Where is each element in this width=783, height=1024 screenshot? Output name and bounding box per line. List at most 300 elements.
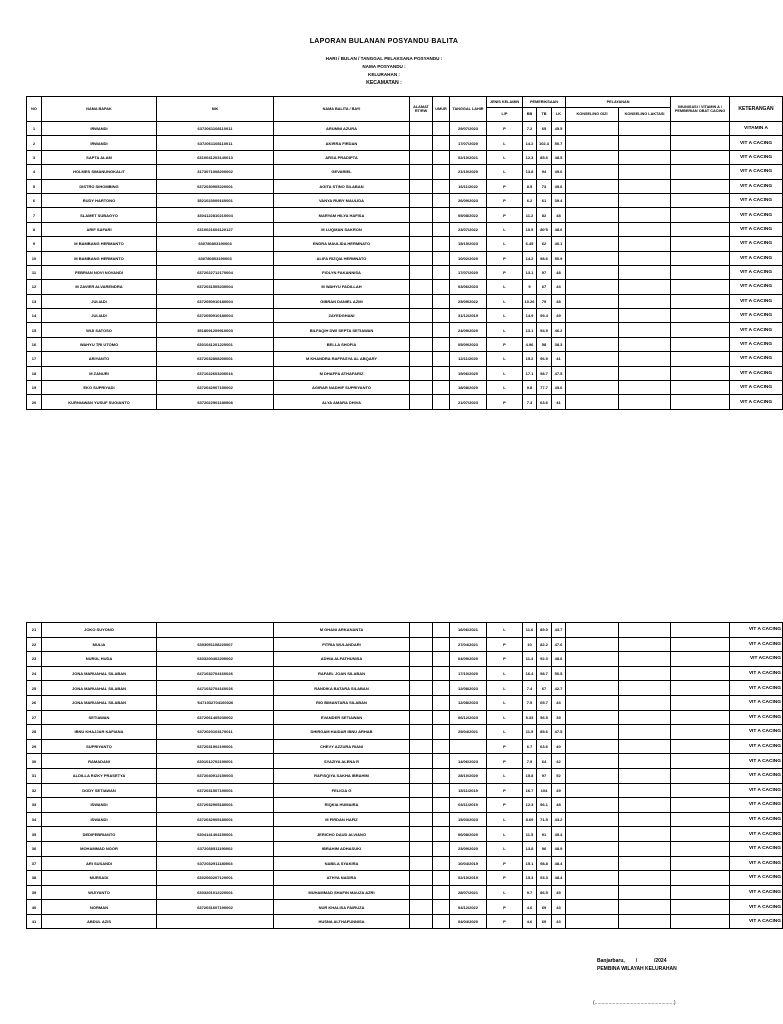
cell-umur [433,754,450,769]
cell-tanggal-lahir: 26/09/2023 [450,193,487,207]
cell-tanggal-lahir: 15/03/2023 [450,812,487,827]
cell-imunisasi [671,237,730,251]
cell-jenis-kelamin: P [487,783,523,798]
cell-umur [433,150,450,164]
table-row [27,395,783,409]
cell-konseling-gizi [566,352,619,366]
cell-bb: 13.1 [523,323,537,337]
cell-tanggal-lahir: 27/04/2021 [450,637,487,652]
cell-tanggal-lahir: 05/08/2022 [450,208,487,222]
cell-jenis-kelamin: P [487,900,523,915]
table-row [27,885,783,900]
cell-bb: 16.7 [523,783,537,798]
cell-keterangan: VIT A CACING [730,871,783,886]
cell-konseling-laktasi [619,294,671,308]
header-konseling-laktasi: KONSELING LAKTASI [619,108,671,122]
cell-tb: 77.7 [537,381,552,395]
cell-nik: 6372050910180004 [157,294,274,308]
table-row [27,710,783,725]
table-row [27,366,783,380]
table-row [27,179,783,193]
cell-alamat [410,294,433,308]
cell-jenis-kelamin: L [487,294,523,308]
cell-konseling-laktasi [619,309,671,323]
cell-lk: 52 [552,768,566,783]
header-pelayanan: PELAYANAN [566,97,671,108]
table-row [27,323,783,337]
cell-konseling-gizi [566,366,619,380]
cell-konseling-laktasi [619,122,671,136]
cell-keterangan: VIT A CACING [730,783,783,798]
balita-table-page1 [26,96,783,410]
cell-alamat [410,309,433,323]
cell-keterangan: VIT A CACING [730,812,783,827]
cell-lk: 48 [552,294,566,308]
cell-alamat [410,280,433,294]
cell-konseling-gizi [566,637,619,652]
cell-nama-balita: AGITA STINO SILABAN [274,179,410,193]
cell-konseling-gizi [566,208,619,222]
cell-nama-balita: RAFAEL JOAN SILABAN [274,666,410,681]
cell-alamat [410,652,433,667]
cell-imunisasi [671,150,730,164]
cell-nik: 6372030511190002 [157,841,274,856]
cell-alamat [410,251,433,265]
cell-imunisasi [671,798,730,813]
cell-bb: 14.2 [523,251,537,265]
cell-nik: 6372061108110011 [157,136,274,150]
cell-nama-balita: M DHAFFA ATHAFARIZ [274,366,410,380]
cell-imunisasi [671,309,730,323]
cell-jenis-kelamin: P [487,871,523,886]
cell-nik: 3173071008200002 [157,165,274,179]
cell-alamat [410,681,433,696]
cell-alamat [410,739,433,754]
cell-konseling-gizi [566,652,619,667]
cell-nama-balita: M KHANDRA RAFFASYA AL ABQARY [274,352,410,366]
cell-umur [433,725,450,740]
cell-tanggal-lahir: 12/11/2020 [450,352,487,366]
cell-bb: 15.2 [523,352,537,366]
cell-nama-balita: AKIRRA FIRDAN [274,136,410,150]
cell-keterangan: VIT A CACING [730,666,783,681]
cell-konseling-laktasi [619,165,671,179]
cell-nama-bapak: M ZANURI [42,366,157,380]
cell-konseling-gizi [566,914,619,929]
cell-imunisasi [671,783,730,798]
header-konseling-gizi: KONSELING GIZI [566,108,619,122]
cell-imunisasi [671,725,730,740]
cell-no: 38 [27,871,42,886]
cell-lk: 40.1 [552,237,566,251]
cell-keterangan: VIT A CACING [730,150,783,164]
cell-umur [433,623,450,638]
cell-tb: 98.6 [537,251,552,265]
cell-keterangan: VIT ACACING [730,652,783,667]
cell-konseling-gizi [566,150,619,164]
cell-alamat [410,841,433,856]
cell-imunisasi [671,280,730,294]
cell-jenis-kelamin: L [487,165,523,179]
cell-alamat [410,323,433,337]
table-row [27,208,783,222]
cell-tanggal-lahir: 06/08/2020 [450,827,487,842]
cell-konseling-gizi [566,280,619,294]
cell-nik: 6372032911180003 [157,856,274,871]
cell-nama-balita: HUSNA ALTHAFUNNISA [274,914,410,929]
cell-nik: 630780803190003 [157,237,274,251]
cell-keterangan: VIT A CACING [730,294,783,308]
cell-alamat [410,265,433,279]
cell-jenis-kelamin: P [487,208,523,222]
cell-konseling-gizi [566,165,619,179]
cell-tb: 96 [537,841,552,856]
cell-nik: 630780803190003 [157,251,274,265]
cell-tb: 79 [537,294,552,308]
cell-bb: 9 [523,280,537,294]
table-row [27,768,783,783]
cell-lk: 48 [552,208,566,222]
cell-tb: 91 [537,827,552,842]
cell-nama-balita: M GHANI ARKANANTA [274,623,410,638]
cell-konseling-laktasi [619,637,671,652]
cell-umur [433,309,450,323]
cell-tanggal-lahir: 02/10/2021 [450,150,487,164]
cell-tb: 96.9 [537,352,552,366]
cell-nik: 6372050910180004 [157,309,274,323]
cell-umur [433,695,450,710]
cell-tanggal-lahir: 04/12/2022 [450,900,487,915]
kelurahan-line: KELURAHAN : [368,72,400,77]
cell-alamat [410,856,433,871]
cell-lk: 48.5 [552,150,566,164]
cell-nama-balita: FELICIA G [274,783,410,798]
cell-umur [433,710,450,725]
cell-nik: 6303200402200002 [157,652,274,667]
cell-lk: 42.7 [552,681,566,696]
table-row [27,841,783,856]
cell-tb: 92.3 [537,652,552,667]
cell-konseling-gizi [566,222,619,236]
cell-keterangan: VIT A CACING [730,309,783,323]
cell-bb: 9.7 [523,885,537,900]
cell-jenis-kelamin: L [487,381,523,395]
cell-nama-bapak: ABDUL AZIS [42,914,157,929]
cell-keterangan: VIT A CACING [730,710,783,725]
cell-nik: 6372020103170011 [157,725,274,740]
cell-nama-balita: ARUMNI AZURA [274,122,410,136]
cell-konseling-laktasi [619,179,671,193]
table-row [27,251,783,265]
cell-jenis-kelamin: P [487,265,523,279]
cell-nama-bapak: MURSADI [42,871,157,886]
cell-umur [433,122,450,136]
cell-tb: 99.4 [537,309,552,323]
cell-tb: 94 [537,165,552,179]
cell-alamat [410,237,433,251]
cell-tb: 65.7 [537,695,552,710]
cell-konseling-gizi [566,739,619,754]
table-row [27,280,783,294]
cell-tanggal-lahir: 17/07/2020 [450,265,487,279]
cell-konseling-laktasi [619,681,671,696]
cell-no: 22 [27,637,42,652]
cell-nama-bapak: ARIYANTO [42,352,157,366]
cell-alamat [410,768,433,783]
cell-tanggal-lahir: 17/07/2020 [450,136,487,150]
cell-jenis-kelamin: L [487,136,523,150]
cell-imunisasi [671,265,730,279]
cell-no: 11 [27,265,42,279]
cell-konseling-gizi [566,179,619,193]
cell-alamat [410,871,433,886]
cell-konseling-laktasi [619,323,671,337]
table-row [27,637,783,652]
cell-jenis-kelamin: L [487,280,523,294]
cell-nama-balita: RIO BIMANTARA SILABAN [274,695,410,710]
table-row [27,352,783,366]
cell-lk: 47.5 [552,366,566,380]
cell-konseling-laktasi [619,827,671,842]
cell-alamat [410,754,433,769]
cell-bb: 10.26 [523,294,537,308]
cell-tb: 89.0 [537,623,552,638]
cell-konseling-gizi [566,265,619,279]
cell-no: 18 [27,366,42,380]
cell-konseling-laktasi [619,337,671,351]
cell-keterangan: VIT A CACING [730,768,783,783]
cell-konseling-laktasi [619,280,671,294]
cell-nik: 6372032808200001 [157,352,274,366]
table-row [27,136,783,150]
cell-imunisasi [671,768,730,783]
cell-bb: 17.1 [523,366,537,380]
cell-nik: 3521023009160001 [157,193,274,207]
cell-lk: 49.6 [552,165,566,179]
kecamatan-line: KECAMATAN : [366,80,402,86]
cell-konseling-laktasi [619,783,671,798]
cell-umur [433,900,450,915]
cell-lk: 42 [552,754,566,769]
cell-alamat [410,179,433,193]
cell-keterangan: VIT A CACING [730,798,783,813]
cell-tb: 96.1 [537,798,552,813]
table-row [27,294,783,308]
cell-nik: 6301012702190001 [157,754,274,769]
table-row [27,265,783,279]
cell-keterangan: VIT A CACING [730,352,783,366]
header-nik: NIK [157,97,274,122]
cell-lk: 38.3 [552,337,566,351]
cell-tb: 80'5 [537,222,552,236]
cell-nik: 6303201012220001 [157,885,274,900]
cell-bb: 8.5 [523,179,537,193]
cell-umur [433,827,450,842]
cell-konseling-gizi [566,666,619,681]
cell-alamat [410,193,433,207]
cell-nik [157,914,274,929]
cell-tb: 82.2 [537,637,552,652]
cell-nama-bapak: DEDIFEBRIANTO [42,827,157,842]
cell-umur [433,914,450,929]
cell-nama-bapak: WAHYU TRI UTOMO [42,337,157,351]
cell-imunisasi [671,208,730,222]
cell-bb: 11.6 [523,623,537,638]
cell-konseling-laktasi [619,812,671,827]
cell-nama-bapak: WIJI SATOSO [42,323,157,337]
cell-tanggal-lahir: 04/11/2019 [450,798,487,813]
cell-keterangan: VIT A CACING [730,914,783,929]
cell-jenis-kelamin: P [487,395,523,409]
cell-tanggal-lahir: 25/09/2022 [450,294,487,308]
cell-nik: 6372031607190002 [157,900,274,915]
cell-tanggal-lahir: 10/04/2019 [450,856,487,871]
cell-imunisasi [671,695,730,710]
cell-umur [433,165,450,179]
cell-no: 23 [27,652,42,667]
cell-jenis-kelamin: P [487,754,523,769]
cell-konseling-laktasi [619,900,671,915]
cell-tanggal-lahir: 28/07/2021 [450,885,487,900]
cell-konseling-laktasi [619,265,671,279]
cell-umur [433,768,450,783]
cell-nama-bapak: FEBRIAN NOVI NOVANDI [42,265,157,279]
cell-tb: 97 [537,768,552,783]
cell-keterangan: VIT A CACING [730,827,783,842]
cell-bb: 12.3 [523,150,537,164]
cell-keterangan: VIT A CACING [730,193,783,207]
cell-no: 34 [27,812,42,827]
cell-umur [433,637,450,652]
cell-nama-balita: M WAHYU FADILLAH [274,280,410,294]
cell-bb: 11.5 [523,725,537,740]
cell-bb: 10.5 [523,222,537,236]
cell-keterangan: VIT A CACING [730,136,783,150]
cell-tanggal-lahir: 18/08/2020 [450,381,487,395]
cell-tanggal-lahir: 17/10/2020 [450,666,487,681]
cell-jenis-kelamin: L [487,768,523,783]
cell-konseling-laktasi [619,251,671,265]
cell-jenis-kelamin: L [487,725,523,740]
cell-no: 24 [27,666,42,681]
cell-lk: 50.9 [552,251,566,265]
cell-keterangan: VIT A CACING [730,366,783,380]
cell-nama-bapak: NORMAN [42,900,157,915]
cell-keterangan: VIT A CACING [730,754,783,769]
cell-nama-bapak: ARIF SAFARI [42,222,157,236]
cell-no: 26 [27,695,42,710]
cell-bb: 7.5 [523,695,537,710]
cell-bb: 11.4 [523,652,537,667]
cell-tb: 65 [537,122,552,136]
cell-imunisasi [671,193,730,207]
cell-nama-bapak: KURNIAWAN YUSUF SUGIANTO [42,395,157,409]
cell-umur [433,294,450,308]
header-imunisasi: IMUNISASI / VITAMIN A / PEMBERIAN OBAT CACING [671,97,730,122]
cell-alamat [410,827,433,842]
cell-tanggal-lahir: 29/07/2023 [450,122,487,136]
cell-lk: 50.5 [552,666,566,681]
cell-konseling-laktasi [619,237,671,251]
cell-tb: 86.5 [537,885,552,900]
cell-konseling-gizi [566,856,619,871]
cell-nama-balita: RAFISQIYA SAKHA IBRAHIM [274,768,410,783]
cell-bb: 12.3 [523,798,537,813]
cell-bb: 7.9 [523,754,537,769]
cell-tanggal-lahir: 23/07/2022 [450,222,487,236]
cell-nama-bapak: EKO SUPRIYADI [42,381,157,395]
cell-konseling-laktasi [619,193,671,207]
cell-no: 2 [27,136,42,150]
cell-no: 21 [27,623,42,638]
cell-nik: 3304122810210004 [157,208,274,222]
cell-umur [433,885,450,900]
cell-imunisasi [671,666,730,681]
cell-tb: 67 [537,280,552,294]
table-row [27,652,783,667]
cell-no: 10 [27,251,42,265]
cell-keterangan: VIT A CACING [730,251,783,265]
cell-lk: 47.6 [552,637,566,652]
cell-umur [433,871,450,886]
cell-jenis-kelamin: L [487,812,523,827]
cell-alamat [410,395,433,409]
cell-umur [433,337,450,351]
cell-tanggal-lahir: 12/08/2023 [450,681,487,696]
cell-imunisasi [671,914,730,929]
cell-lk: 45.5 [552,122,566,136]
cell-jenis-kelamin: L [487,885,523,900]
cell-jenis-kelamin: L [487,623,523,638]
cell-nik: 6303051108220007 [157,637,274,652]
cell-imunisasi [671,739,730,754]
cell-imunisasi [671,352,730,366]
header-umur: UMUR [433,97,450,122]
cell-no: 14 [27,309,42,323]
header-lk: LK [552,108,566,122]
cell-jenis-kelamin: P [487,652,523,667]
cell-konseling-gizi [566,136,619,150]
cell-tb: 58 [537,337,552,351]
cell-nama-bapak: NURUL HUDA [42,652,157,667]
cell-konseling-gizi [566,710,619,725]
cell-nama-balita: M FIRDAN HAFIZ [274,812,410,827]
cell-konseling-laktasi [619,381,671,395]
cell-umur [433,652,450,667]
cell-imunisasi [671,366,730,380]
cell-nik: 6372032905180001 [157,798,274,813]
footer-signature-line: (.........................................................) [593,1000,676,1006]
table-row [27,222,783,236]
table-row [27,783,783,798]
cell-lk: 48 [552,265,566,279]
cell-konseling-laktasi [619,856,671,871]
cell-konseling-laktasi [619,222,671,236]
cell-lk: 48.6 [552,222,566,236]
cell-konseling-gizi [566,323,619,337]
header-pemeriksaan: PEMERIKSAAN [523,97,566,108]
cell-umur [433,352,450,366]
cell-no: 20 [27,395,42,409]
header-no: NO [27,97,42,122]
cell-nama-balita: RANDIKA BATARA SILABAN [274,681,410,696]
cell-nik: 6304141404150001 [157,827,274,842]
cell-konseling-gizi [566,122,619,136]
cell-nik: 6372042907150002 [157,381,274,395]
cell-jenis-kelamin: L [487,309,523,323]
cell-bb: 6.2 [523,193,537,207]
cell-nama-bapak: M BAMBANG HERMANTO [42,251,157,265]
